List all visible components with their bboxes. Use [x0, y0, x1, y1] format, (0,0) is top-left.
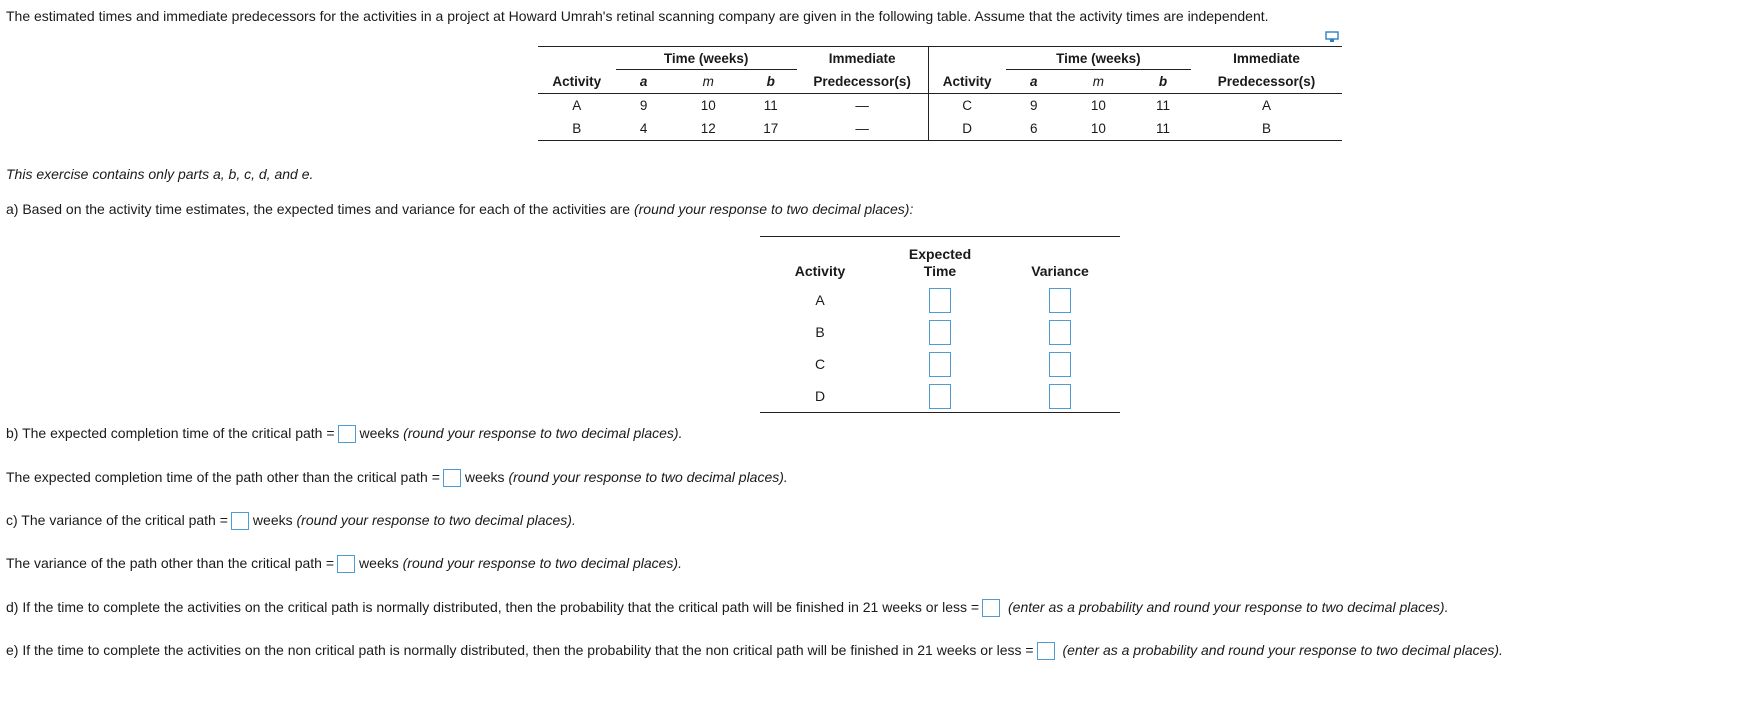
table-row: D — [760, 380, 1120, 413]
variance-input-a[interactable] — [1049, 288, 1071, 313]
predecessor-header-line1-2: Immediate — [1191, 47, 1342, 70]
part-e-probability: e) If the time to complete the activities on the non critical path is normally distributed, then the probability that the non critical path will be finished in 21 weeks or less = (enter as a probability and round your response to two decimal places). — [6, 642, 1503, 660]
part-c-critical-variance: c) The variance of the critical path = weeks (round your response to two decimal places). — [6, 512, 576, 530]
variance-input-c[interactable] — [1049, 352, 1071, 377]
expected-time-input-d[interactable] — [929, 384, 951, 409]
b-header: b — [745, 70, 797, 94]
time-weeks-header-2: Time (weeks) — [1006, 47, 1191, 70]
predecessor-header-line2: Predecessor(s) — [797, 70, 928, 94]
expected-time-table — [760, 236, 1120, 413]
activity-header-2: Activity — [928, 70, 1006, 94]
exp-activity-header: Activity — [760, 237, 880, 285]
table-row: B — [760, 316, 1120, 348]
critical-path-variance-input[interactable] — [231, 512, 249, 530]
activity-data-table — [538, 46, 1342, 141]
variance-header: Variance — [1000, 237, 1120, 285]
expected-time-header: Expected Time — [880, 237, 1000, 285]
exercise-note: This exercise contains only parts a, b, c, d, and e. — [6, 166, 314, 182]
m-header-2: m — [1062, 70, 1135, 94]
critical-path-probability-input[interactable] — [982, 599, 1000, 617]
table-row: C — [760, 348, 1120, 380]
other-path-variance-input[interactable] — [337, 555, 355, 573]
expand-table-icon[interactable] — [1325, 31, 1339, 43]
variance-input-b[interactable] — [1049, 320, 1071, 345]
variance-input-d[interactable] — [1049, 384, 1071, 409]
part-b-critical-path: b) The expected completion time of the critical path = weeks (round your response to two decimal places). — [6, 425, 682, 443]
table-row: B 4 12 17 — D 6 10 11 B — [538, 117, 1342, 141]
table-row: A — [760, 284, 1120, 316]
part-a-prompt: a) Based on the activity time estimates, the expected times and variance for each of the activities are (round your response to two decimal places): — [6, 201, 914, 217]
critical-path-time-input[interactable] — [338, 425, 356, 443]
predecessor-header-line2-2: Predecessor(s) — [1191, 70, 1342, 94]
expected-time-input-b[interactable] — [929, 320, 951, 345]
intro-text: The estimated times and immediate predecessors for the activities in a project at Howard Umrah's retinal scanning company are given in the following table. Assume that the activity times are independent. — [6, 8, 1269, 24]
activity-header: Activity — [538, 70, 616, 94]
other-path-time-input[interactable] — [443, 469, 461, 487]
part-c-other-variance: The variance of the path other than the critical path = weeks (round your response to two decimal places). — [6, 555, 682, 573]
table-row: A 9 10 11 — C 9 10 11 A — [538, 94, 1342, 118]
m-header: m — [672, 70, 745, 94]
predecessor-header-line1: Immediate — [797, 47, 928, 70]
expected-time-input-a[interactable] — [929, 288, 951, 313]
expected-time-input-c[interactable] — [929, 352, 951, 377]
a-header-2: a — [1006, 70, 1062, 94]
time-weeks-header: Time (weeks) — [616, 47, 797, 70]
a-header: a — [616, 70, 672, 94]
part-d-probability: d) If the time to complete the activities on the critical path is normally distributed, then the probability that the critical path will be finished in 21 weeks or less = (enter as a probability and round your response to two decimal places). — [6, 599, 1448, 617]
noncritical-path-probability-input[interactable] — [1037, 642, 1055, 660]
part-b-other-path: The expected completion time of the path other than the critical path = weeks (round your response to two decimal places). — [6, 469, 788, 487]
b-header-2: b — [1135, 70, 1191, 94]
